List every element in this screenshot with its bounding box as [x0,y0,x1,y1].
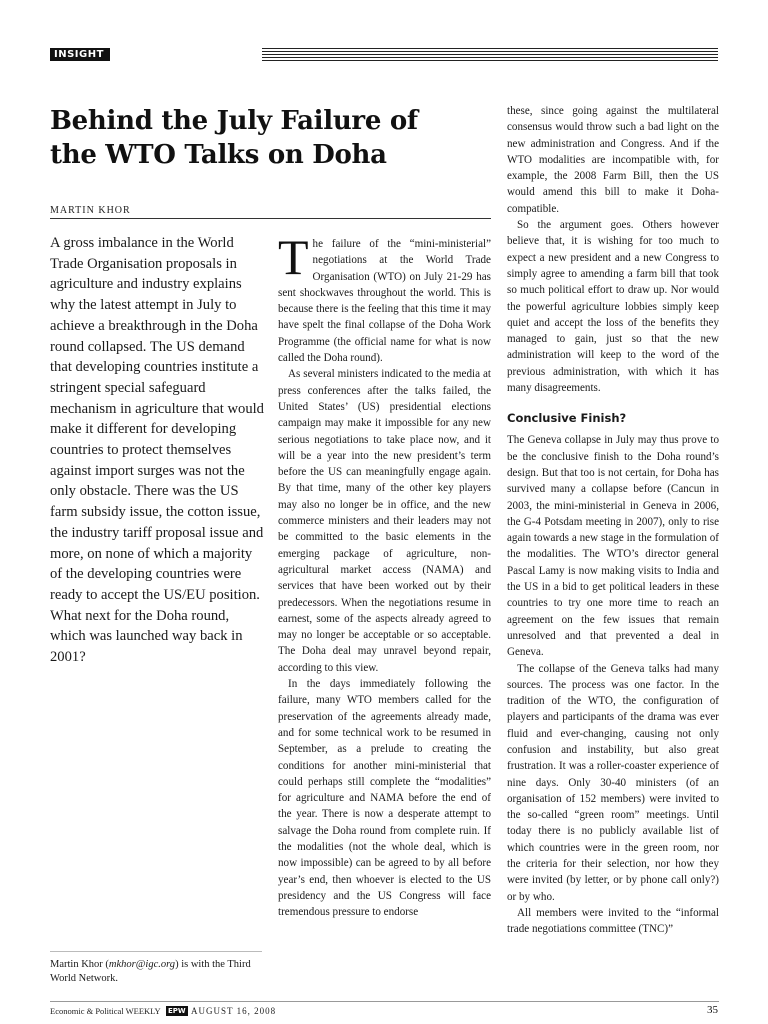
body-paragraph: In the days immediately following the failure, many WTO members called for the preservation of the agreements already made, and for some technical work to be resumed in September, as a prelude to creating the conditions for another mini-ministerial that could perhaps still complete the “modalities” for agriculture and NAMA before the end of the year. There is now a desperate attempt to salvage the Doha round from complete ruin. If the modalities (not the whole deal, which is now impossible) can be agreed to by all before year’s end, then whoever is elected to the US presidency and the US Congress will face tremendous pressure to endorse [278,678,491,919]
body-paragraph: So the argument goes. Others however believe that, it is wishing for too much to expect a new president and a new Congress to simply agree to amending a farm bill that took so much political effort to draw up. Nor would the powerful agriculture lobbies simply keep quiet and accept the loss of the benefits they managed to gain, just so that the new administration will keep to the word of the previous administration, with which it has many disagreements. [507,219,719,395]
body-paragraph: As several ministers indicated to the media at press conferences after the talks failed, the United States’ (US) presidential elections campaign may make it impossible for any new serious negotiations to take place now, and it will be a year into the new president’s term before the US can meaningfully engage again. By that time, many of the other key players may also no longer be in office, and the new commerce ministers and their leaders may not be committed to the basic elements in the emerging package of agriculture, non-agricultural market access (NAMA) and services that have been worked out by their predecessors. When the negotiations resume in earnest, some of the aspects already agreed to may no longer be acceptable or so acceptable. The Doha deal may unravel beyond repair, according to this view. [278,368,491,674]
author-byline: MARTIN KHOR [50,205,131,216]
author-note-name: Martin Khor [50,959,103,970]
body-paragraph: The collapse of the Geneva talks had many sources. The process was one factor. In the tradition of the WTO, the configuration of players and participants of the drama was ever fluid and ever-changing, causing not only confusion and instability, but also great frustration. It was a roller-coaster experience of nine days. Only 30-40 ministers (of an organisation of 152 members) were invited to the so-called “green room” meetings. Until today there is no publicly available list of which countries were in the green room, nor the criteria for their selection, nor how they were invited (by letter, or by phone call only?) or by who. [507,662,719,903]
journal-logo: EPW [168,1007,186,1015]
author-email: mkhor@igc.org [108,959,176,970]
journal-name: Economic & Political WEEKLY [50,1006,161,1016]
body-paragraph: these, since going against the multilateral consensus would throw such a bad light on the new administration and Congress. And if the WTO modalities are incompatible with, for example, the 2008 Farm Bill, then the US would amend this bill to make it Doha-compatible. [507,105,719,215]
author-affiliation: is with the Third World Network. [50,959,251,984]
footer-divider [50,1001,719,1002]
paragraph-text: he failure of the “mini-ministerial” negotiations at the World Trade Organisation (WTO) on July 21-29 has sent shockwaves throughout the world. This is because there is the feeling that this time it may have spelt the final collapse of the Doha Work Programme (the official name for what is now called the Doha round). [278,238,491,365]
byline-divider [50,218,491,219]
page-number: 35 [707,1004,718,1016]
body-column-3 [507,103,719,938]
section-subheading: Conclusive Finish? [507,411,627,426]
body-paragraph: All members were invited to the “informal trade negotiations committee (TNC)” [507,906,719,936]
author-note-divider [50,951,262,952]
body-column-2 [278,229,491,920]
article-title: Behind the July Failure of the WTO Talks on Doha [50,106,418,170]
body-paragraph [278,229,491,366]
drop-cap: T [278,229,309,285]
author-note: Martin Khor (mkhor@igc.org) is with the Third World Network. [50,959,251,984]
body-paragraph: The Geneva collapse in July may thus prove to be the conclusive finish to the Doha round’s design. But that too is not certain, for Doha has survived many a collapse before (Cancun in 2003, the mini-ministerial in Geneva in 2006, the G-4 Potsdam meeting in 2007), only to rise again towards a new stage in the formulation of the modalities. The WTO’s director general Pascal Lamy is now making visits to India and the US in a bid to get political leaders in these countries to try one more time to reach an agreement on the few issues that remain unresolved and that prevented a deal in Geneva. [507,434,719,659]
section-label: INSIGHT [50,48,110,61]
article-abstract: A gross imbalance in the World Trade Organisation proposals in agriculture and industry explains why the latest attempt in July to achieve a breakthrough in the Doha round collapsed. The US demand that developing countries institute a stringent special safeguard mechanism in agriculture that would make it different for developing countries to protect themselves against import surges was not the only obstacle. There was the US farm subsidy issue, the cotton issue, the industry tariff proposal issue and more, on none of which a majority of the developing countries were ready to accept the US/EU position. What next for the Doha round, which was launched way back in 2001? [50,235,264,666]
header-stripes [262,48,718,62]
issue-date: AUGUST 16, 2008 [191,1006,277,1016]
